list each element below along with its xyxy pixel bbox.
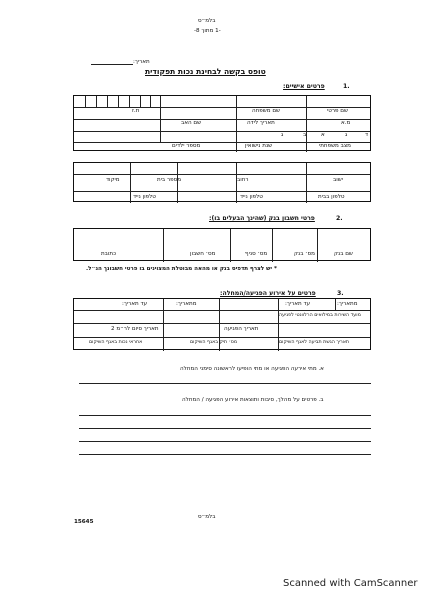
bank-address-label: כתובת	[101, 251, 117, 257]
mobile-phone-2-label: טלפון נייד	[133, 194, 156, 200]
question-b-line-3[interactable]	[79, 441, 371, 442]
question-a-line-1[interactable]	[79, 383, 371, 384]
marriage-year-label: שנת נישואין	[245, 143, 273, 149]
house-number-label: מספר בית	[157, 177, 182, 183]
zip-label: מיקוד	[106, 177, 120, 183]
home-phone-label: טלפון בבית	[318, 194, 345, 200]
form-number: 15645	[74, 519, 94, 525]
section1-title: פרטים אישיים:	[283, 83, 325, 90]
question-b-line-1[interactable]	[79, 415, 371, 416]
branch-number-label: מס׳ סניף	[245, 251, 268, 257]
bank-note: * יש לצרף תדפיס בנק או מהאה מבוטלת המצוינים בו פרטי חשבונך הנ״ל.	[86, 266, 277, 272]
date-field[interactable]	[91, 64, 133, 65]
children-count-label: מספר ילדים	[172, 143, 201, 149]
section1-number: 1.	[343, 83, 350, 90]
classification-top: בלמ״ס	[198, 18, 216, 24]
marital-option-g[interactable]: ג	[345, 132, 348, 138]
section2-number: 2.	[336, 215, 343, 222]
first-name-label: שם פרטי	[327, 108, 348, 114]
disability-officer-label: אחראי נכות באגף השיקום	[89, 340, 143, 345]
section2-title: פרטי חשבון בנק (שהינך הבעלים בו):	[209, 215, 315, 222]
reserve-service-label: מועד השירות במילואים הרלוונטי לפגיעה	[279, 313, 361, 318]
marital-option-d[interactable]: ד	[365, 132, 369, 138]
classification-bottom: בלמ״ס	[198, 514, 216, 520]
to-date-label-2: עד תאריך:	[122, 301, 148, 307]
street-label: רחוב	[237, 177, 249, 183]
marital-status-label: מצב משפחתי	[319, 143, 351, 149]
page-title: טופס בקשה לבחינת נכות תפקודית	[145, 67, 266, 76]
to-date-label-1: עד תאריך:	[285, 301, 311, 307]
bank-details-table	[73, 228, 371, 261]
marital-option-g2[interactable]: ג	[281, 132, 284, 138]
page-number: -1 מתוך 8-	[194, 28, 221, 34]
city-label: ישוב	[333, 177, 343, 183]
end-date-label: תאריך סיום לר״מ 2	[111, 326, 159, 332]
from-date-label-2: מתאריך:	[176, 301, 197, 307]
father-name-label: שם האב	[181, 120, 202, 126]
marital-option-a[interactable]: א	[321, 132, 325, 138]
personal-number-label: מ.א	[341, 120, 351, 126]
id-label: ת.ז	[132, 108, 140, 114]
claim-date-label: תאריך הגשת תביעה לאגף השיקום	[279, 340, 350, 345]
injury-date-label: תאריך הפגיעה	[224, 326, 259, 332]
last-name-label: שם משפחה	[252, 108, 281, 114]
marital-option-b[interactable]: ב	[303, 132, 307, 138]
bank-name-label: שם בנק	[334, 251, 353, 257]
case-number-label: מס׳ תיק באגף השיקום	[190, 340, 238, 345]
question-a: א. מתי אירעה הפגיעה או מתי הופיעו לראשונה סימני המחלה	[180, 366, 324, 372]
birth-date-label: תאריך לידה	[247, 120, 275, 126]
account-number-label: מס׳ חשבון	[190, 251, 216, 257]
from-date-label-1: מתאריך:	[337, 301, 358, 307]
scanner-watermark: Scanned with CamScanner	[283, 578, 418, 589]
section3-title: פרטים על אירוע הפגיעה/המחלה:	[220, 290, 316, 297]
bank-number-label: מס׳ בנק	[294, 251, 315, 257]
date-label: תאריך:	[133, 59, 150, 65]
question-b-line-2[interactable]	[79, 428, 371, 429]
question-b-line-4[interactable]	[79, 454, 371, 455]
section3-number: 3.	[337, 290, 344, 297]
question-b: ב. פרטים על מהלך, סיבות ותוצאות אירוע הפגיעה / המחלה	[182, 397, 324, 403]
mobile-phone-label: טלפון נייד	[240, 194, 263, 200]
